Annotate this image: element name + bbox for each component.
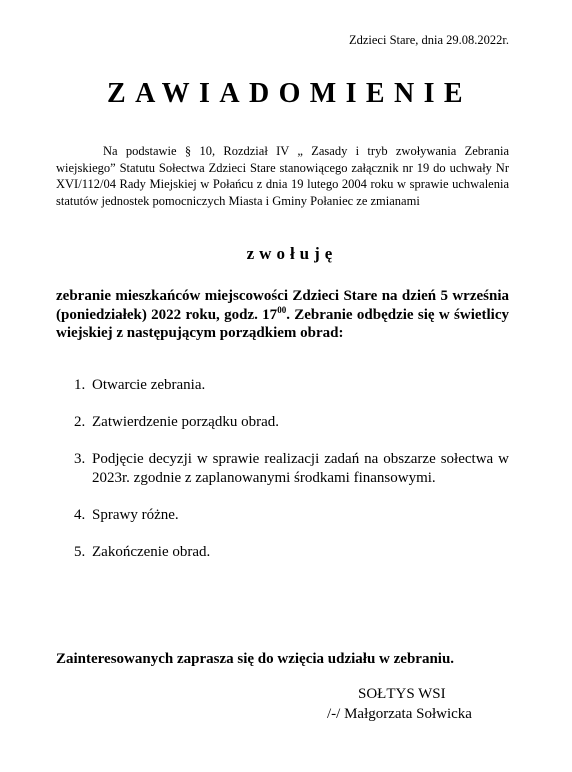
agenda-item bbox=[56, 413, 509, 432]
agenda-list bbox=[56, 376, 509, 580]
agenda-item-number: 4. bbox=[74, 506, 86, 523]
decree-heading: zwołuję bbox=[246, 244, 338, 263]
agenda-item bbox=[56, 543, 509, 562]
agenda-item-text: Podjęcie decyzji w sprawie realizacji zadań na obszarze sołectwa w 2023r. zgodnie z zaplanowanymi środkami finansowymi. bbox=[92, 451, 509, 486]
dateline: Zdzieci Stare, dnia 29.08.2022r. bbox=[348, 33, 509, 47]
agenda-item-number: 3. bbox=[74, 451, 86, 467]
agenda-item bbox=[56, 376, 509, 395]
agenda-item-number: 5. bbox=[74, 543, 86, 560]
legal-basis-paragraph: Na podstawie § 10, Rozdział IV „ Zasady i tryb zwoływania Zebrania wiejskiego” Statutu Sołectwa Zdzieci Stare stanowiącego załącznik nr 19 do uchwały Nr XVI/112/04 Rady Miejskiej w Połańcu z dnia 19 lutego 2004 roku w sprawie uchwalenia statutów jednostek pomocniczych Miasta i Gminy Połaniec ze zmianami bbox=[56, 144, 509, 209]
signature-name: /-/ Małgorzata Sołwicka bbox=[327, 706, 472, 722]
agenda-item-text: Otwarcie zebrania. bbox=[92, 377, 206, 393]
agenda-item-text: Zatwierdzenie porządku obrad. bbox=[92, 414, 279, 430]
agenda-item-number: 2. bbox=[74, 414, 86, 430]
invitation-text: Zainteresowanych zaprasza się do wzięcia udziału w zebraniu. bbox=[56, 651, 455, 667]
agenda-item bbox=[56, 506, 509, 525]
document-title: ZAWIADOMIENIE bbox=[107, 78, 472, 109]
agenda-item bbox=[56, 450, 509, 487]
announcement-text-end: . Zebranie odbędzie się w świetlicy wiejskiej z następującym porządkiem obrad: bbox=[56, 306, 510, 341]
agenda-item-text: Zakończenie obrad. bbox=[92, 543, 211, 560]
time-minutes: 00 bbox=[277, 304, 287, 315]
agenda-item-number: 1. bbox=[74, 377, 86, 393]
announcement-text: zebranie mieszkańców miejscowości Zdzieci Stare na dzień 5 września (poniedziałek) 2022 roku, godz. 17 bbox=[56, 288, 509, 323]
signature-title: SOŁTYS WSI bbox=[358, 686, 446, 702]
meeting-announcement bbox=[56, 287, 509, 343]
agenda-item-text: Sprawy różne. bbox=[92, 506, 179, 523]
